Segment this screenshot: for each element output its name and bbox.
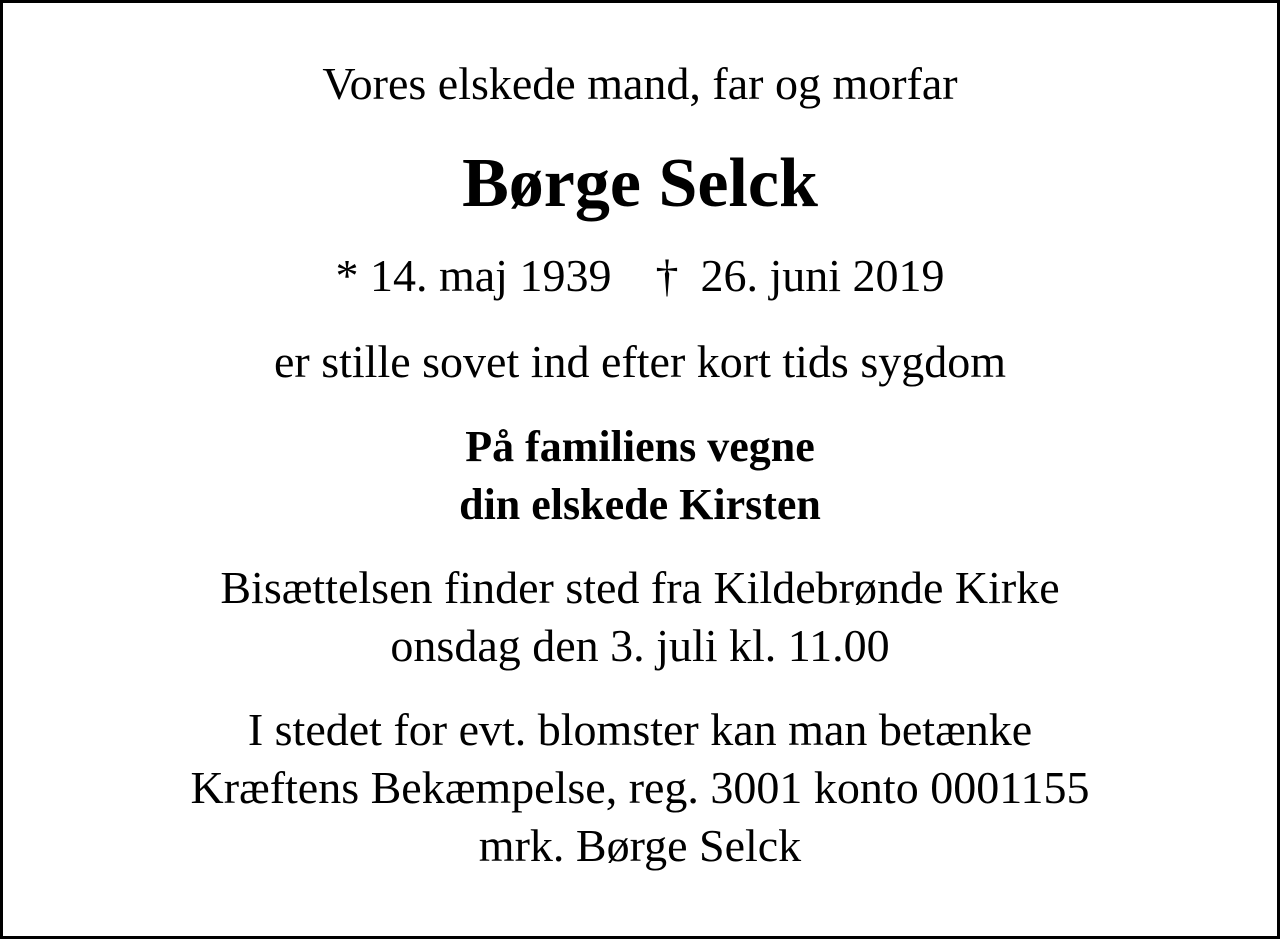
deceased-name: Børge Selck: [462, 145, 818, 222]
life-dates: [3, 250, 1277, 301]
intro-text: Vores elskede mand, far og morfar: [322, 58, 958, 109]
announcement-text: er stille sovet ind efter kort tids sygdom: [273, 336, 1007, 387]
family-signature-line-2: din elskede Kirsten: [459, 480, 821, 529]
donation-info-line-1: I stedet for evt. blomster kan man betænke: [247, 704, 1033, 755]
birth-symbol: *: [335, 250, 359, 301]
birth-date: 14. maj 1939: [369, 250, 612, 301]
family-signature-line-1: På familiens vegne: [465, 422, 815, 471]
death-date: 26. juni 2019: [700, 250, 945, 301]
donation-info-line-3: mrk. Børge Selck: [478, 820, 802, 871]
funeral-info-line-2: onsdag den 3. juli kl. 11.00: [390, 620, 890, 671]
donation-info-line-2: Kræftens Bekæmpelse, reg. 3001 konto 0001155: [190, 762, 1090, 813]
death-cross-icon: †: [655, 250, 679, 301]
funeral-info-line-1: Bisættelsen finder sted fra Kildebrønde Kirke: [220, 562, 1060, 613]
